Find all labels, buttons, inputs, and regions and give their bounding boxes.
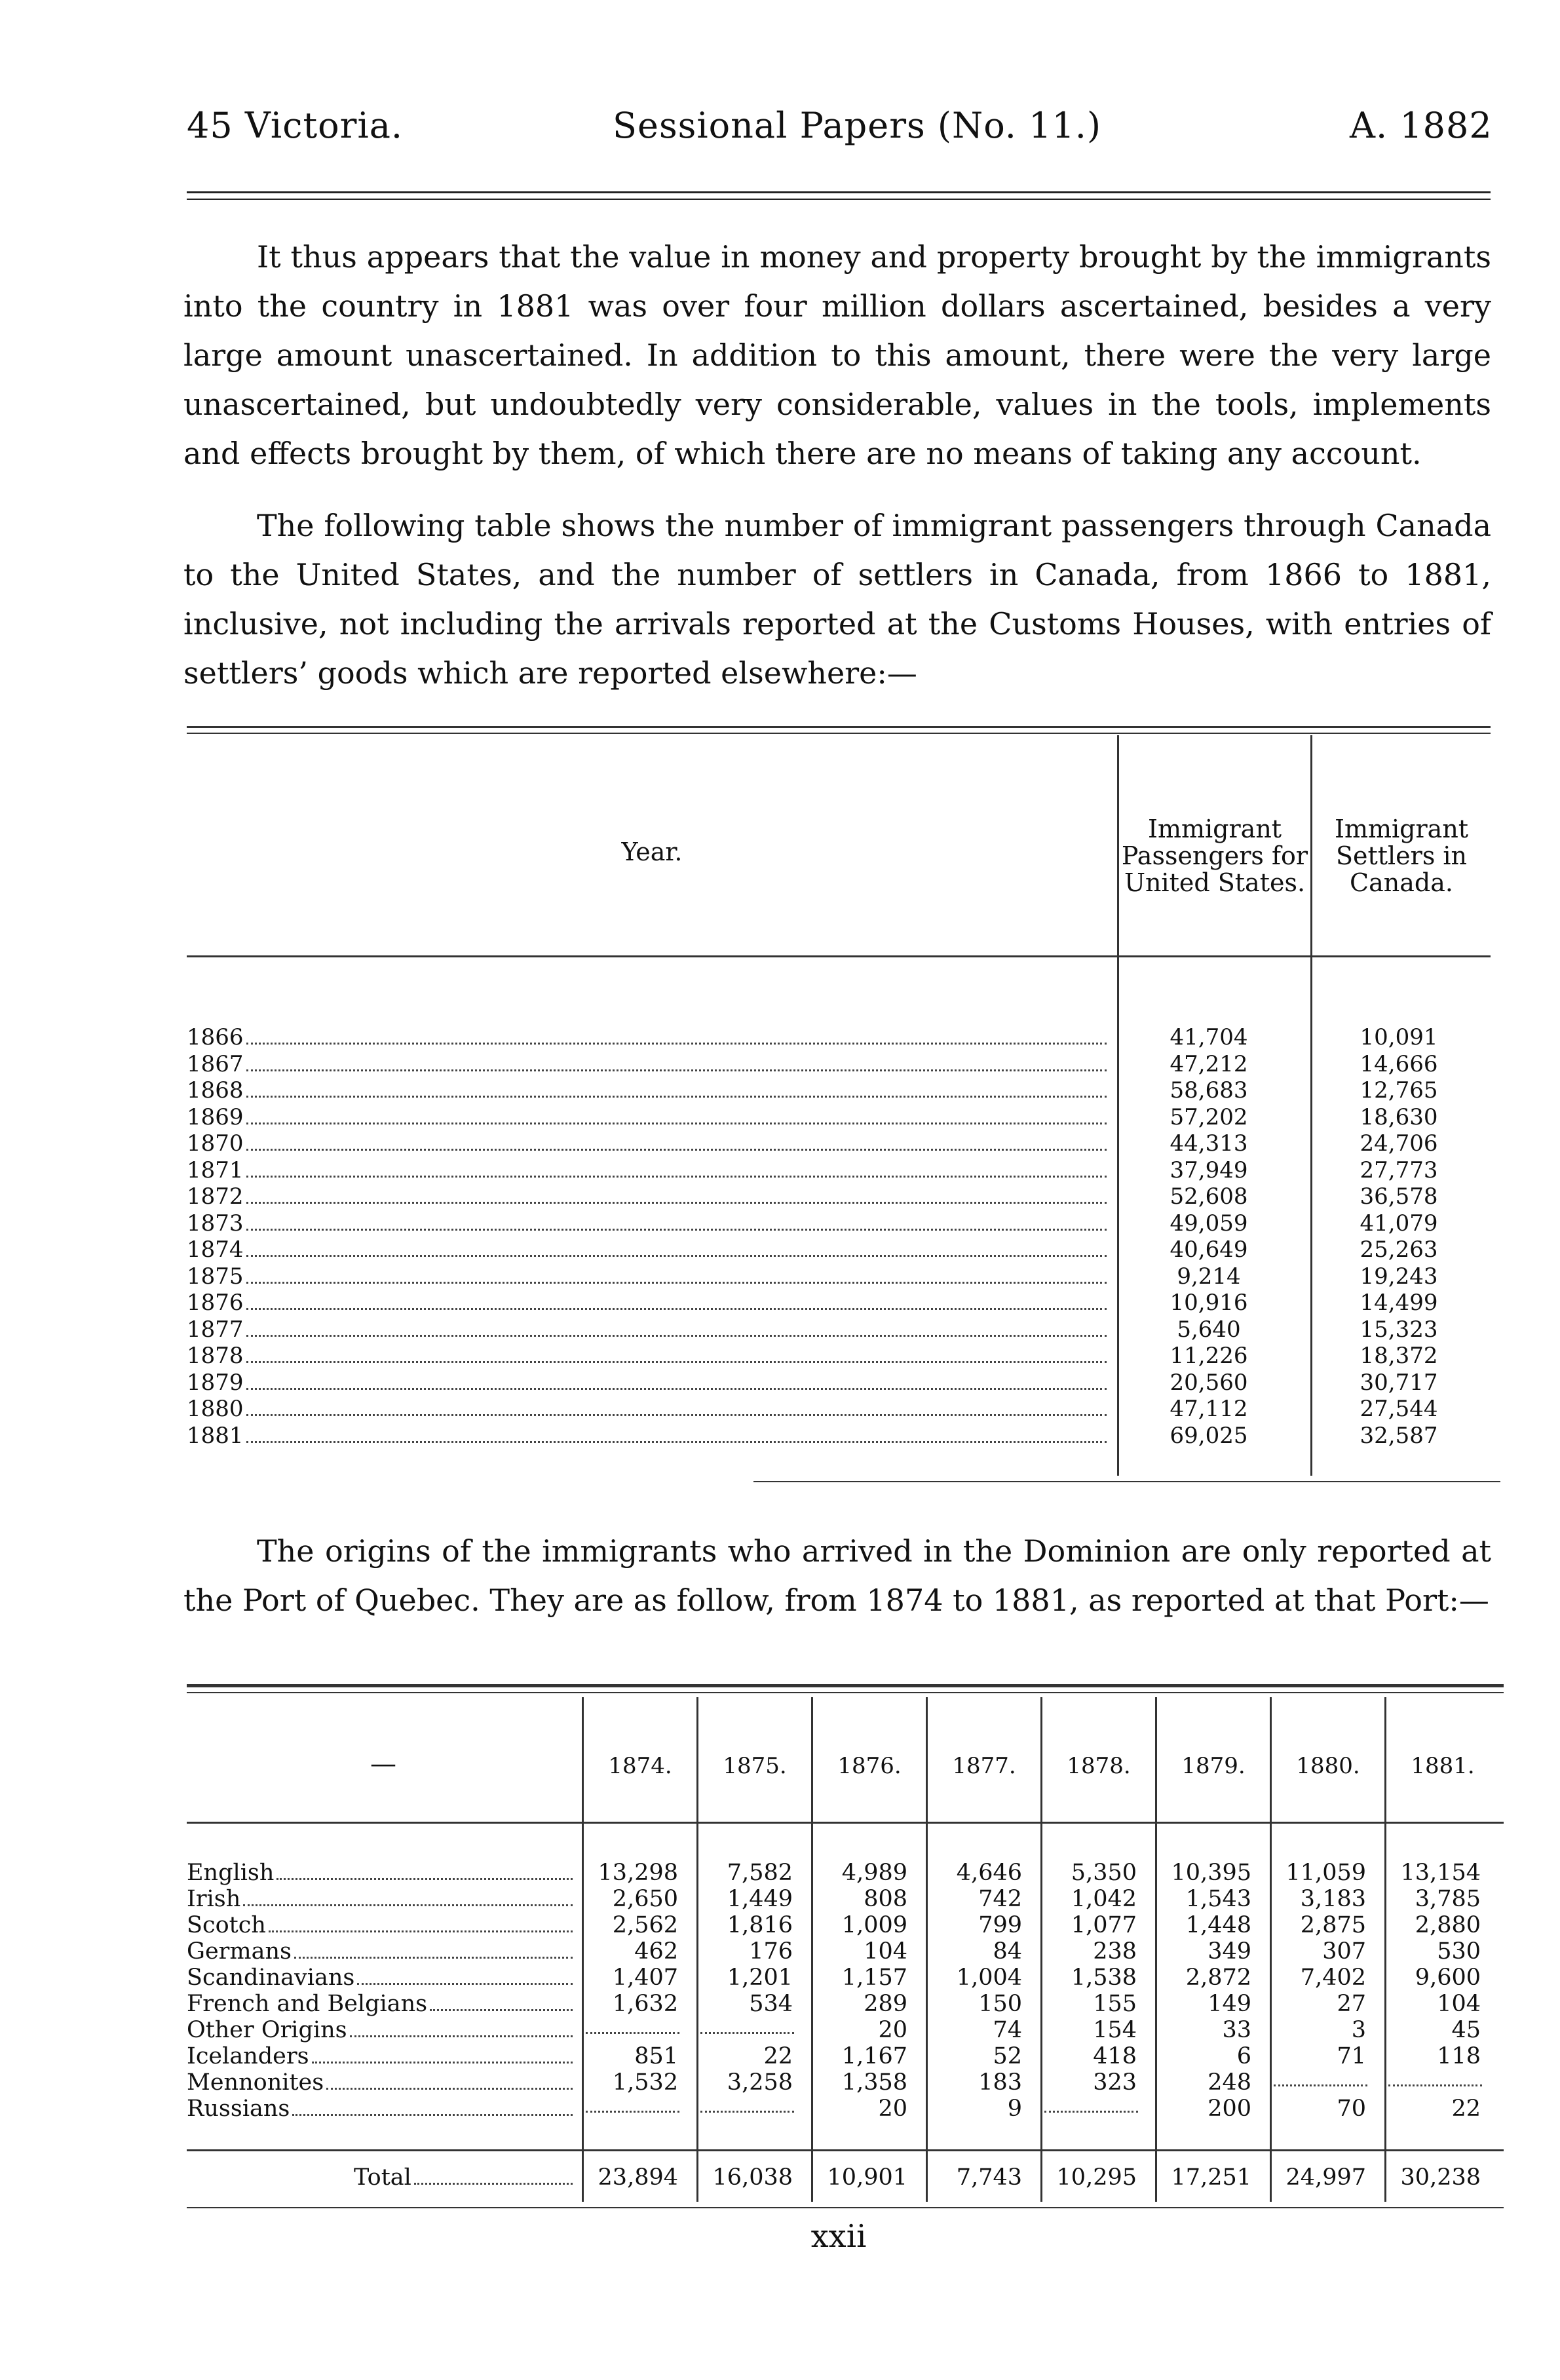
passengers-cell: 5,640 (1177, 1316, 1241, 1343)
origin-label: Scotch (187, 1912, 266, 1938)
origin-value: 1,167 (841, 2043, 907, 2069)
origin-value: 71 (1337, 2043, 1366, 2069)
column-header-year: 1874. (608, 1753, 672, 1779)
table1-bottom-rule (753, 1481, 1500, 1482)
origin-value: 84 (993, 1938, 1022, 1965)
origin-value: 22 (1451, 2096, 1481, 2122)
settlers-cell: 12,765 (1360, 1077, 1438, 1104)
settlers-cell: 18,372 (1360, 1343, 1438, 1369)
year-cell: 1875 (187, 1263, 244, 1290)
total-value: 10,295 (1056, 2164, 1137, 2191)
column-header-year: 1876. (837, 1753, 902, 1779)
origin-value: 9,600 (1415, 1965, 1481, 1991)
passengers-cell: 49,059 (1170, 1210, 1248, 1237)
origin-value: 10,395 (1171, 1860, 1251, 1886)
passengers-cell: 11,226 (1170, 1343, 1248, 1369)
year-cell: 1879 (187, 1369, 244, 1396)
origin-label: Germans (187, 1938, 292, 1965)
table-row (187, 1886, 1504, 1912)
table2-top-rule (187, 1684, 1504, 1687)
passengers-cell: 40,649 (1170, 1237, 1248, 1263)
origin-label: Scandinavians (187, 1965, 355, 1991)
table-row (187, 1912, 1504, 1938)
origin-value (1044, 2096, 1138, 2113)
settlers-cell: 41,079 (1360, 1210, 1438, 1237)
origin-value (586, 2096, 679, 2113)
table-row (187, 1077, 1491, 1104)
passengers-cell: 47,212 (1170, 1050, 1248, 1077)
table-row (187, 1938, 1504, 1965)
origin-value: 52 (993, 2043, 1022, 2069)
table-row (187, 2069, 1504, 2096)
table-row (187, 1210, 1491, 1237)
origin-value: 7,582 (727, 1860, 793, 1886)
table-row (187, 1965, 1504, 1991)
passengers-cell: 69,025 (1170, 1422, 1248, 1449)
origin-value: 530 (1437, 1938, 1481, 1965)
origin-value: 176 (749, 1938, 793, 1965)
origin-value: 4,646 (956, 1860, 1022, 1886)
origin-value: 104 (1437, 1991, 1481, 2017)
origin-value: 1,009 (841, 1912, 907, 1938)
passengers-cell: 52,608 (1170, 1183, 1248, 1210)
table-row (187, 1991, 1504, 2017)
year-cell: 1881 (187, 1422, 244, 1449)
origin-value: 1,449 (727, 1886, 793, 1912)
origin-value: 1,543 (1185, 1886, 1251, 1912)
column-header-year: 1875. (723, 1753, 787, 1779)
passengers-cell: 57,202 (1170, 1104, 1248, 1130)
settlers-cell: 14,666 (1360, 1050, 1438, 1077)
origin-value: 2,875 (1300, 1912, 1366, 1938)
origin-value: 742 (978, 1886, 1022, 1912)
table-row (187, 1130, 1491, 1157)
origin-value: 1,077 (1071, 1912, 1137, 1938)
origin-value: 118 (1437, 2043, 1481, 2069)
origin-value: 2,562 (612, 1912, 678, 1938)
column-header-year: 1879. (1181, 1753, 1246, 1779)
origin-label: French and Belgians (187, 1991, 428, 2017)
year-cell: 1873 (187, 1210, 244, 1237)
table-row (187, 1396, 1491, 1423)
year-cell: 1866 (187, 1024, 244, 1050)
table-row (187, 1157, 1491, 1184)
origin-value: 149 (1208, 1991, 1251, 2017)
origin-value: 1,538 (1071, 1965, 1137, 1991)
table-row (187, 2043, 1504, 2069)
origin-value: 1,816 (727, 1912, 793, 1938)
total-row (187, 2164, 1504, 2191)
origin-value: 851 (634, 2043, 678, 2069)
origin-value: 183 (978, 2069, 1022, 2096)
settlers-cell: 32,587 (1360, 1422, 1438, 1449)
origin-value: 13,154 (1400, 1860, 1481, 1886)
table2-body (187, 1860, 1504, 2122)
origin-value: 154 (1093, 2017, 1137, 2043)
origin-value: 3,785 (1415, 1886, 1481, 1912)
table1-top-rule (187, 726, 1491, 728)
origin-value: 1,157 (841, 1965, 907, 1991)
settlers-cell: 19,243 (1360, 1263, 1438, 1290)
table-row (187, 2017, 1504, 2043)
settlers-cell: 25,263 (1360, 1237, 1438, 1263)
table2-total (187, 2164, 1504, 2191)
origin-value: 11,059 (1285, 1860, 1366, 1886)
passengers-cell: 9,214 (1177, 1263, 1241, 1290)
total-label: Total (354, 2164, 411, 2191)
settlers-cell: 24,706 (1360, 1130, 1438, 1157)
origin-value: 33 (1222, 2017, 1251, 2043)
origin-value: 2,880 (1415, 1912, 1481, 1938)
origin-label: Icelanders (187, 2043, 309, 2069)
origin-value: 155 (1093, 1991, 1137, 2017)
origin-value (1274, 2069, 1367, 2086)
origin-value: 2,872 (1185, 1965, 1251, 1991)
table-row (187, 1237, 1491, 1263)
origin-value: 1,532 (612, 2069, 678, 2096)
settlers-cell: 27,773 (1360, 1157, 1438, 1183)
total-value: 30,238 (1400, 2164, 1481, 2191)
paragraph-value-brought (183, 233, 1491, 478)
table-row (187, 1343, 1491, 1370)
table-row (187, 1370, 1491, 1396)
origin-label: Irish (187, 1886, 241, 1912)
settlers-cell: 18,630 (1360, 1104, 1438, 1130)
origin-value: 808 (864, 1886, 907, 1912)
year-cell: 1867 (187, 1050, 244, 1077)
table1-body (187, 1024, 1491, 1449)
origin-value: 1,448 (1185, 1912, 1251, 1938)
origin-value: 3,258 (727, 2069, 793, 2096)
table-row (187, 2096, 1504, 2122)
header-rule-bottom (187, 199, 1491, 200)
table1-header-rule (187, 955, 1491, 957)
origin-label: English (187, 1860, 275, 1886)
paragraph-origins-intro (183, 1527, 1491, 1625)
table2-bottom-rule (187, 2207, 1504, 2208)
paragraph-text: The following table shows the number of immigrant passengers through Canada to the United States, and the number of settlers in Canada, from 1866 to 1881, inclusive, not including the arrivals reported at the Customs Houses, with entries of settlers’ goods which are reported elsewhere:— (183, 508, 1491, 691)
settlers-cell: 30,717 (1360, 1369, 1438, 1396)
year-cell: 1870 (187, 1130, 244, 1157)
origin-value: 104 (864, 1938, 907, 1965)
origin-value: 799 (978, 1912, 1022, 1938)
origin-value: 45 (1451, 2017, 1481, 2043)
origin-value: 22 (763, 2043, 793, 2069)
table2-top-rule-2 (187, 1692, 1504, 1693)
origin-value: 248 (1208, 2069, 1251, 2096)
settlers-cell: 15,323 (1360, 1316, 1438, 1343)
passengers-cell: 41,704 (1170, 1024, 1248, 1050)
origin-value: 27 (1337, 1991, 1366, 2017)
origin-value: 534 (749, 1991, 793, 2017)
origin-value: 74 (993, 2017, 1022, 2043)
total-value: 24,997 (1285, 2164, 1366, 2191)
origin-label: Other Origins (187, 2017, 347, 2043)
year-cell: 1878 (187, 1343, 244, 1369)
table2-header-rule (187, 1822, 1504, 1824)
origin-value: 1,042 (1071, 1886, 1137, 1912)
origin-value: 1,632 (612, 1991, 678, 2017)
column-header-settlers: Immigrant Settlers in Canada. (1334, 815, 1469, 897)
page-number: xxii (810, 2218, 867, 2255)
table-row (187, 1051, 1491, 1078)
table-row (187, 1263, 1491, 1290)
column-header-year: 1878. (1067, 1753, 1131, 1779)
origin-value: 6 (1236, 2043, 1251, 2069)
origin-value: 20 (878, 2096, 907, 2122)
origin-value: 418 (1093, 2043, 1137, 2069)
column-header-origin: — (370, 1749, 396, 1779)
year-cell: 1876 (187, 1290, 244, 1316)
origin-value: 1,358 (841, 2069, 907, 2096)
total-value: 10,901 (827, 2164, 907, 2191)
header-volume: 45 Victoria. (187, 105, 404, 146)
origin-label: Mennonites (187, 2069, 324, 2096)
paragraph-table-intro (183, 501, 1491, 698)
column-header-year: Year. (621, 837, 683, 866)
origin-value: 3,183 (1300, 1886, 1366, 1912)
year-cell: 1872 (187, 1183, 244, 1210)
origin-value: 238 (1093, 1938, 1137, 1965)
origin-value: 70 (1337, 2096, 1366, 2122)
paragraph-text: The origins of the immigrants who arrived in the Dominion are only reported at the Port of Quebec. They are as follow, from 1874 to 1881, as reported at that Port:— (183, 1533, 1491, 1618)
passengers-cell: 37,949 (1170, 1157, 1248, 1183)
origin-value: 2,650 (612, 1886, 678, 1912)
year-cell: 1869 (187, 1104, 244, 1130)
table-row (187, 1860, 1504, 1886)
year-cell: 1868 (187, 1077, 244, 1104)
origin-value: 1,201 (727, 1965, 793, 1991)
total-value: 23,894 (598, 2164, 678, 2191)
paragraph-text: It thus appears that the value in money and property brought by the immigrants into the country in 1881 was over four million dollars ascertained, besides a very large amount unascertained. In addition to this amount, there were the very large unascertained, but undoubtedly very considerable, values in the tools, implements and effects brought by them, of which there are no means of taking any account. (183, 239, 1491, 471)
settlers-cell: 14,499 (1360, 1290, 1438, 1316)
origin-value: 20 (878, 2017, 907, 2043)
origin-value (586, 2017, 679, 2034)
passengers-cell: 47,112 (1170, 1396, 1248, 1422)
column-header-year: 1877. (952, 1753, 1016, 1779)
settlers-cell: 27,544 (1360, 1396, 1438, 1422)
table-row (187, 1423, 1491, 1449)
origin-value (700, 2017, 794, 2034)
table-row (187, 1104, 1491, 1131)
header-title: Sessional Papers (No. 11.) (613, 105, 1102, 146)
origin-value: 7,402 (1300, 1965, 1366, 1991)
passengers-cell: 58,683 (1170, 1077, 1248, 1104)
origin-value: 349 (1208, 1938, 1251, 1965)
header-rule-top (187, 191, 1491, 193)
total-value: 17,251 (1171, 2164, 1251, 2191)
settlers-cell: 10,091 (1360, 1024, 1438, 1050)
year-cell: 1874 (187, 1237, 244, 1263)
origin-value (700, 2096, 794, 2113)
passengers-cell: 20,560 (1170, 1369, 1248, 1396)
header-year: A. 1882 (1350, 105, 1493, 146)
column-header-year: 1881. (1411, 1753, 1475, 1779)
table-row (187, 1290, 1491, 1316)
origin-value: 9 (1007, 2096, 1022, 2122)
total-value: 16,038 (712, 2164, 793, 2191)
year-cell: 1880 (187, 1396, 244, 1422)
origin-value: 5,350 (1071, 1860, 1137, 1886)
origin-value: 200 (1208, 2096, 1251, 2122)
origin-value: 13,298 (598, 1860, 678, 1886)
table-row (187, 1024, 1491, 1051)
column-header-passengers: Immigrant Passengers for United States. (1121, 815, 1308, 897)
column-header-year: 1880. (1296, 1753, 1360, 1779)
year-cell: 1871 (187, 1157, 244, 1183)
passengers-cell: 10,916 (1170, 1290, 1248, 1316)
passengers-cell: 44,313 (1170, 1130, 1248, 1157)
origin-value: 1,407 (612, 1965, 678, 1991)
origin-value: 462 (634, 1938, 678, 1965)
origin-value: 3 (1351, 2017, 1366, 2043)
origin-value: 1,004 (956, 1965, 1022, 1991)
origin-value (1388, 2069, 1482, 2086)
origin-value: 323 (1093, 2069, 1137, 2096)
origin-value: 289 (864, 1991, 907, 2017)
table-row (187, 1183, 1491, 1210)
origin-value: 307 (1322, 1938, 1366, 1965)
origin-value: 4,989 (841, 1860, 907, 1886)
table2-total-rule (187, 2149, 1504, 2151)
year-cell: 1877 (187, 1316, 244, 1343)
total-value: 7,743 (956, 2164, 1022, 2191)
table1-top-rule-2 (187, 733, 1491, 734)
settlers-cell: 36,578 (1360, 1183, 1438, 1210)
origin-value: 150 (978, 1991, 1022, 2017)
table-row (187, 1316, 1491, 1343)
origin-label: Russians (187, 2096, 290, 2122)
